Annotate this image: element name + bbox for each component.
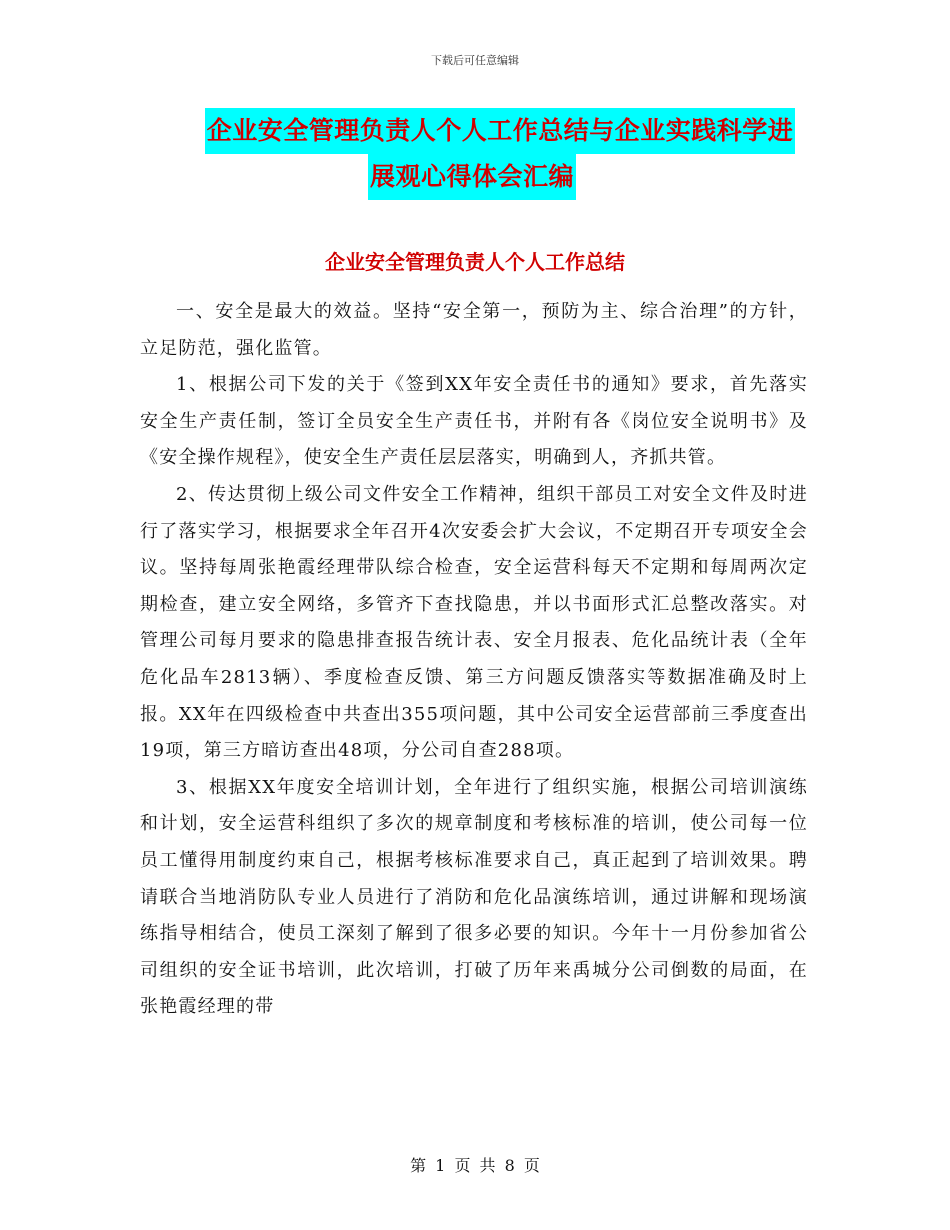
paragraph-2: 1、根据公司下发的关于《签到XX年安全责任书的通知》要求，首先落实安全生产责任制，签订全员安全生产责任书，并附有各《岗位安全说明书》及《安全操作规程》，使安全生产责任层层落实，明确到人，齐抓共管。 [140, 374, 808, 469]
section-title: 企业安全管理负责人个人工作总结 [325, 250, 625, 274]
paragraph-3: 2、传达贯彻上级公司文件安全工作精神，组织干部员工对安全文件及时进行了落实学习，根据要求全年召开4次安委会扩大会议，不定期召开专项安全会议。坚持每周张艳霞经理带队综合检查，安全运营科每天不定期和每周两次定期检查，建立安全网络，多管齐下查找隐患，并以书面形式汇总整改落实。对管理公司每月要求的隐患排查报告统计表、安全月报表、危化品统计表（全年危化品车2813辆）、季度检查反馈、第三方问题反馈落实等数据准确及时上报。XX年在四级检查中共查出355项问题，其中公司安全运营部前三季度查出19项，第三方暗访查出48项，分公司自查288项。 [140, 483, 808, 762]
page-number-footer: 第 1 页 共 8 页 [410, 1156, 540, 1175]
document-title-line-1: 企业安全管理负责人个人工作总结与企业实践科学进 [205, 108, 796, 154]
paragraph-4: 3、根据XX年度安全培训计划，全年进行了组织实施，根据公司培训演练和计划，安全运营科组织了多次的规章制度和考核标准的培训，使公司每一位员工懂得用制度约束自己，根据考核标准要求自己，真正起到了培训效果。聘请联合当地消防队专业人员进行了消防和危化品演练培训，通过讲解和现场演练指导相结合，使员工深刻了解到了很多必要的知识。今年十一月份参加省公司组织的安全证书培训，此次培训，打破了历年来禹城分公司倒数的局面，在张艳霞经理的带 [140, 776, 808, 1018]
document-title [0, 108, 950, 200]
paragraph-1: 一、安全是最大的效益。坚持“安全第一，预防为主、综合治理”的方针，立足防范，强化监管。 [140, 301, 808, 359]
header-note: 下载后可任意编辑 [431, 54, 519, 67]
document-title-line-2: 展观心得体会汇编 [368, 154, 576, 200]
document-body [140, 294, 808, 1026]
